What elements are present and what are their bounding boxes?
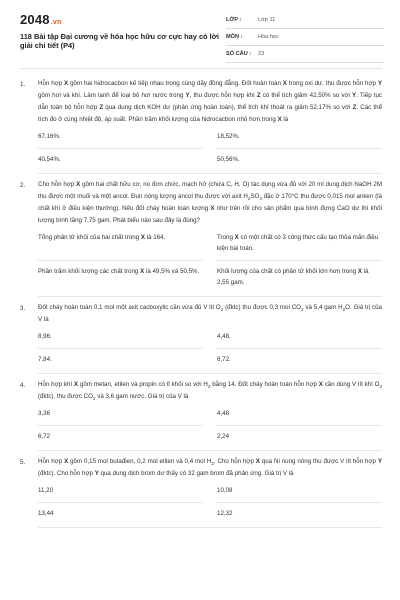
header-divider: [20, 68, 382, 69]
answer-option[interactable]: Trong X có một chất có 3 công thức cấu tạo thỏa mãn điều kiện bài toán.: [217, 227, 382, 261]
meta-label: MÔN :: [226, 34, 243, 40]
question-number: 5.: [20, 459, 26, 466]
question-number: 3.: [20, 305, 26, 312]
question-item: [20, 179, 382, 297]
meta-value: Hóa học: [258, 34, 279, 40]
meta-label: SỐ CÂU :: [226, 51, 252, 57]
question-item: [20, 302, 382, 374]
answer-option[interactable]: 2,24: [217, 433, 230, 440]
question-item: [20, 456, 382, 528]
answer-option[interactable]: 11,20: [38, 480, 203, 503]
answer-option[interactable]: 6,72: [38, 433, 51, 440]
meta-value: 23: [258, 51, 265, 57]
question-number: 2.: [20, 182, 26, 189]
logo-text: 2048: [20, 12, 50, 27]
answer-options: [38, 326, 382, 371]
question-text: Đốt cháy hoàn toàn 0,1 mol một axit cacboxylic cần vừa đủ V lít $O_2$ (đktc) thu được 0,3 mol $CO_2$ và 5,4 gam $H_2O$. Giá trị của V là: [38, 304, 382, 323]
meta-row-count: [226, 46, 384, 63]
answer-option[interactable]: 10,08: [217, 480, 382, 503]
question-item: [20, 78, 382, 174]
meta-table: [226, 12, 384, 63]
answer-option[interactable]: 8,96.: [38, 326, 203, 349]
answer-option[interactable]: 12,32: [217, 510, 233, 517]
answer-option[interactable]: Khối lượng của chất có phân tử khối lớn hơn trong X là 2,55 gam.: [217, 268, 369, 286]
answer-option[interactable]: 13,44: [38, 510, 54, 517]
meta-value: Lớp 11: [258, 17, 276, 23]
answer-option[interactable]: 3,36: [38, 403, 203, 426]
meta-label: LỚP :: [226, 17, 242, 23]
answer-option[interactable]: 4,48.: [217, 326, 382, 349]
answer-option[interactable]: 40,54%.: [38, 156, 61, 163]
question-divider: [38, 527, 382, 528]
question-text: Hỗn hợp X gồm hai hidrocacbon kế tiếp nhau trong cùng dãy đồng đẳng. Đốt hoàn toàn X trong oxi dư, thu được hỗn hợp Y gồm hơi và khí. Làm lạnh để loại bỏ hơi nước trong Y, thu được hỗn hợp khí Z có thể tích giảm 42,50% so với Y. Tiếp tục dẫn toàn bộ hỗn hợp Z qua dung dịch KOH dư (phản ứng hoàn toàn), thể tích khí thoát ra giảm 52,17% so với Z. Các thể tích đo ở cùng nhiệt độ, áp suất. Phần trăm khối lượng của hidrocacbon nhỏ hơn trong X là: [38, 80, 383, 123]
question-text: Hỗn hợp khí X gồm metan, etilen và propin có tỉ khối so với $H_2$ bằng 14. Đốt cháy hoàn toàn hỗn hợp X cần dùng V lít khí $O_2$ (đktc), thu được $CO_2$ và 3,6 gam nước. Giá trị của V là: [38, 381, 383, 402]
answer-options: [38, 126, 382, 171]
answer-option[interactable]: 6,72.: [217, 356, 231, 363]
answer-option[interactable]: 7,84.: [38, 356, 52, 363]
answer-options: [38, 480, 382, 525]
document-title: 118 Bài tập Đại cương về hóa học hữu cơ cực hay có lời giải chi tiết (P4): [20, 32, 219, 50]
page-header: [0, 0, 400, 62]
question-text: Hỗn hợp X gồm 0,15 mol butađien, 0,2 mol etilen và 0,4 mol $H_2$. Cho hỗn hợp X qua Ni nung nóng thu được V lít hỗn hợp Y (đktc). Cho hỗn hợp Y qua dung dịch brom dư thấy có 32 gam brom đã phản ứng. Giá trị V là: [38, 458, 382, 477]
logo-suffix: .vn: [50, 19, 62, 26]
question-list: [0, 78, 400, 533]
answer-option[interactable]: Phần trăm khối lượng các chất trong X là 49,5% và 50,5%.: [38, 268, 200, 275]
question-item: [20, 379, 382, 451]
answer-options: [38, 227, 382, 294]
answer-options: [38, 403, 382, 448]
question-number: 1.: [20, 81, 26, 88]
answer-option[interactable]: Tổng phân tử khối của hai chất trong X là 164.: [38, 227, 203, 261]
answer-option[interactable]: 50,56%.: [217, 156, 240, 163]
question-divider: [38, 373, 382, 374]
answer-option[interactable]: 18,52%.: [217, 126, 382, 149]
question-number: 4.: [20, 382, 26, 389]
meta-row-class: [226, 12, 384, 29]
answer-option[interactable]: 67,16%.: [38, 126, 203, 149]
meta-row-subject: [226, 29, 384, 46]
question-divider: [38, 296, 382, 297]
question-text: Cho hỗn hợp X gồm hai chất hữu cơ, no đơn chức, mạch hở (chứa C, H, O) tác dụng vừa đủ với 20 ml dung dịch NaOH 2M thu được một muối và một ancol. Đun nóng lượng ancol thu được với axit $H_2SO_4$ đặc ở 170°C thu được 0,015 mol anken (là chất khí ở điều kiện thường). Nếu đốt cháy hoàn toàn lượng X như trên rồi cho sản phẩm qua bình đựng CaO dư thì khối lượng bình tăng 7,75 gam. Phát biểu nào sau đây là đúng?: [38, 181, 382, 224]
question-divider: [38, 450, 382, 451]
answer-option[interactable]: 4,48: [217, 403, 382, 426]
site-logo[interactable]: [20, 12, 61, 27]
question-divider: [38, 173, 382, 174]
